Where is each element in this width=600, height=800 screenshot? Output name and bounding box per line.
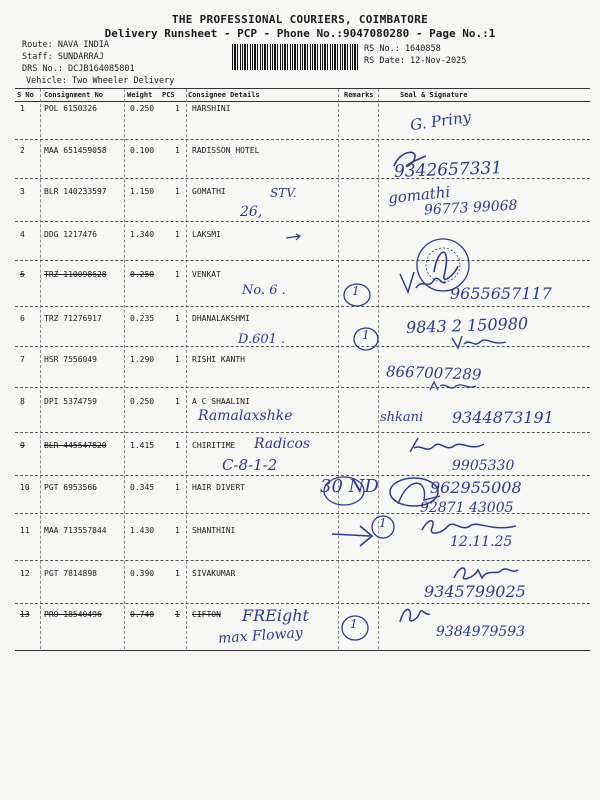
row-4-weight: 1.340: [130, 230, 155, 239]
row-6-circle-number: 1: [362, 328, 370, 342]
row-3-address-2: 26,: [240, 204, 263, 220]
row-3-name: gomathi: [387, 182, 452, 208]
row-rule: [15, 178, 590, 179]
row-3-consignee: GOMATHI: [192, 187, 226, 196]
row-12-weight: 0.390: [130, 569, 155, 578]
row-7-signature: [428, 380, 478, 394]
col-weight: Weight: [127, 91, 153, 99]
row-7-sno: 7: [20, 355, 25, 364]
row-12-pcs: 1: [175, 569, 180, 578]
row-11-date: 12.11.25: [450, 534, 513, 550]
row-5-phone: 9655657117: [450, 284, 552, 303]
row-2-phone: 9342657331: [393, 158, 503, 182]
row-9-consignee: CHIRITIME: [192, 441, 236, 450]
row-9-consignment: BLR 445547820: [44, 441, 107, 450]
row-5-pcs: 1: [175, 270, 180, 279]
row-9-weight: 1.415: [130, 441, 155, 450]
drs-label: DRS No.: DCJB164085801: [22, 64, 135, 74]
row-9-signature: [408, 436, 488, 458]
table-bottom-rule: [15, 650, 590, 651]
row-11-circle-number: 1: [379, 516, 387, 530]
row-1-pcs: 1: [175, 104, 180, 113]
row-8-sno: 8: [20, 397, 25, 406]
row-2-weight: 0.100: [130, 146, 155, 155]
barcode: [232, 44, 360, 70]
row-10-weight: 0.345: [130, 483, 155, 492]
row-11-pcs: 1: [175, 526, 180, 535]
row-5-consignee: VENKAT: [192, 270, 221, 279]
row-10-remark: 30 ND: [320, 476, 379, 497]
row-6-weight: 0.235: [130, 314, 155, 323]
row-2-consignee: RADISSON HOTEL: [192, 146, 260, 155]
route-label: Route: NAVA INDIA: [22, 40, 109, 50]
row-13-sno: 13: [20, 610, 30, 619]
row-8-consignment: DPI 5374759: [44, 397, 97, 406]
row-6-pcs: 1: [175, 314, 180, 323]
row-9-pcs: 1: [175, 441, 180, 450]
row-5-consignment: TRZ 110098628: [44, 270, 107, 279]
row-3-weight: 1.150: [130, 187, 155, 196]
row-rule: [15, 387, 590, 388]
row-8-consignee: A C SHAALINI: [192, 397, 250, 406]
row-13-weight: 0.740: [130, 610, 155, 619]
row-1-consignment: POL 6150326: [44, 104, 97, 113]
row-9-address-1: Radicos: [254, 436, 311, 452]
row-rule: [15, 221, 590, 222]
row-12-signature: [450, 562, 520, 584]
row-6-sno: 6: [20, 314, 25, 323]
row-2-sno: 2: [20, 146, 25, 155]
row-12-phone: 9345799025: [424, 582, 526, 601]
rs-date: RS Date: 12-Nov-2025: [364, 56, 467, 66]
rs-number: RS No.: 1640858: [364, 44, 441, 54]
table-top-rule: [15, 88, 590, 89]
company-title: THE PROFESSIONAL COURIERS, COIMBATORE: [171, 13, 429, 26]
row-3-sno: 3: [20, 187, 25, 196]
row-6-signature: [450, 334, 510, 352]
row-8-address: Ramalaxshke: [198, 408, 293, 424]
col-sep: [338, 89, 339, 649]
row-5-signature: [398, 268, 448, 298]
col-sep: [40, 89, 41, 649]
row-2-consignment: MAA 651459058: [44, 146, 107, 155]
row-7-weight: 1.290: [130, 355, 155, 364]
row-8-pcs: 1: [175, 397, 180, 406]
row-4-mark: [284, 232, 304, 242]
row-7-consignee: RISHI KANTH: [192, 355, 245, 364]
header-rule: [15, 101, 590, 102]
row-3-phone: 96773 99068: [423, 197, 518, 219]
col-seal: Seal & Signature: [400, 91, 468, 99]
row-rule: [15, 306, 590, 307]
row-9-sno: 9: [20, 441, 25, 450]
row-5-circle-number: 1: [352, 284, 360, 298]
row-8-phone: 9344873191: [452, 408, 554, 427]
col-consignment: Consignment No: [44, 91, 104, 99]
row-3-pcs: 1: [175, 187, 180, 196]
col-consignee: Consignee Details: [188, 91, 260, 99]
row-1-consignee: HARSHINI: [192, 104, 231, 113]
col-sep: [378, 89, 379, 649]
row-10-phone-1: 962955008: [430, 478, 522, 497]
staff-label: Staff: SUNDARRAJ: [22, 52, 104, 62]
row-5-weight: 0.250: [130, 270, 155, 279]
row-3-consignment: BLR 140233597: [44, 187, 107, 196]
row-rule: [15, 432, 590, 433]
row-6-consignment: TRZ 71276917: [44, 314, 102, 323]
row-13-address-1: FREight: [242, 606, 309, 625]
row-7-consignment: HSR 7556049: [44, 355, 97, 364]
row-1-weight: 0.250: [130, 104, 155, 113]
row-rule: [15, 260, 590, 261]
row-10-phone-2: 92871 43005: [420, 500, 514, 516]
row-4-consignment: DDG 1217476: [44, 230, 97, 239]
row-8-name: shkani: [380, 410, 424, 425]
row-13-phone: 9384979593: [436, 624, 526, 640]
row-10-pcs: 1: [175, 483, 180, 492]
row-9-phone: 9905330: [452, 458, 515, 474]
row-11-consignee: SHANTHINI: [192, 526, 236, 535]
row-11-consignment: MAA 713557844: [44, 526, 107, 535]
row-12-sno: 12: [20, 569, 30, 578]
row-13-signature: [396, 604, 432, 628]
col-sno: S No: [17, 91, 34, 99]
row-13-pcs: 1: [175, 610, 180, 619]
row-7-phone: 8667007289: [385, 362, 482, 384]
row-10-sno: 10: [20, 483, 30, 492]
row-rule: [15, 560, 590, 561]
row-11-weight: 1.430: [130, 526, 155, 535]
row-8-weight: 0.250: [130, 397, 155, 406]
row-13-consignee: CIFTON: [192, 610, 221, 619]
row-7-pcs: 1: [175, 355, 180, 364]
row-4-sno: 4: [20, 230, 25, 239]
vehicle-label: Vehicle: Two Wheeler Delivery: [26, 76, 175, 86]
row-1-sno: 1: [20, 104, 25, 113]
row-4-consignee: LAKSMI: [192, 230, 221, 239]
row-1-signature: G. Priny: [409, 107, 473, 135]
col-sep: [186, 89, 187, 649]
row-rule: [15, 139, 590, 140]
row-12-consignee: SIVAKUMAR: [192, 569, 236, 578]
row-6-address: D.601 .: [238, 332, 286, 347]
row-5-sno: 5: [20, 270, 25, 279]
row-13-consignment: PRO 18540496: [44, 610, 102, 619]
col-remarks: Remarks: [344, 91, 374, 99]
row-3-address-1: STV.: [270, 186, 297, 200]
row-2-pcs: 1: [175, 146, 180, 155]
col-sep: [124, 89, 125, 649]
row-12-consignment: PGT 7814898: [44, 569, 97, 578]
row-6-phone: 9843 2 150980: [405, 313, 529, 338]
row-5-address: No. 6 .: [242, 283, 286, 298]
row-11-sno: 11: [20, 526, 30, 535]
row-13-circle-number: 1: [350, 617, 358, 631]
row-10-consignee: HAIR DIVERT: [192, 483, 245, 492]
row-4-pcs: 1: [175, 230, 180, 239]
row-13-address-2: max Floway: [217, 625, 304, 647]
col-pcs: PCS: [162, 91, 175, 99]
row-6-consignee: DHANALAKSHMI: [192, 314, 250, 323]
row-10-consignment: PGT 6953566: [44, 483, 97, 492]
row-rule: [15, 603, 590, 604]
row-9-address-2: C-8-1-2: [222, 456, 278, 474]
row-rule: [15, 475, 590, 476]
runsheet-title: Delivery Runsheet - PCP - Phone No.:9047080280 - Page No.:1: [104, 27, 496, 40]
